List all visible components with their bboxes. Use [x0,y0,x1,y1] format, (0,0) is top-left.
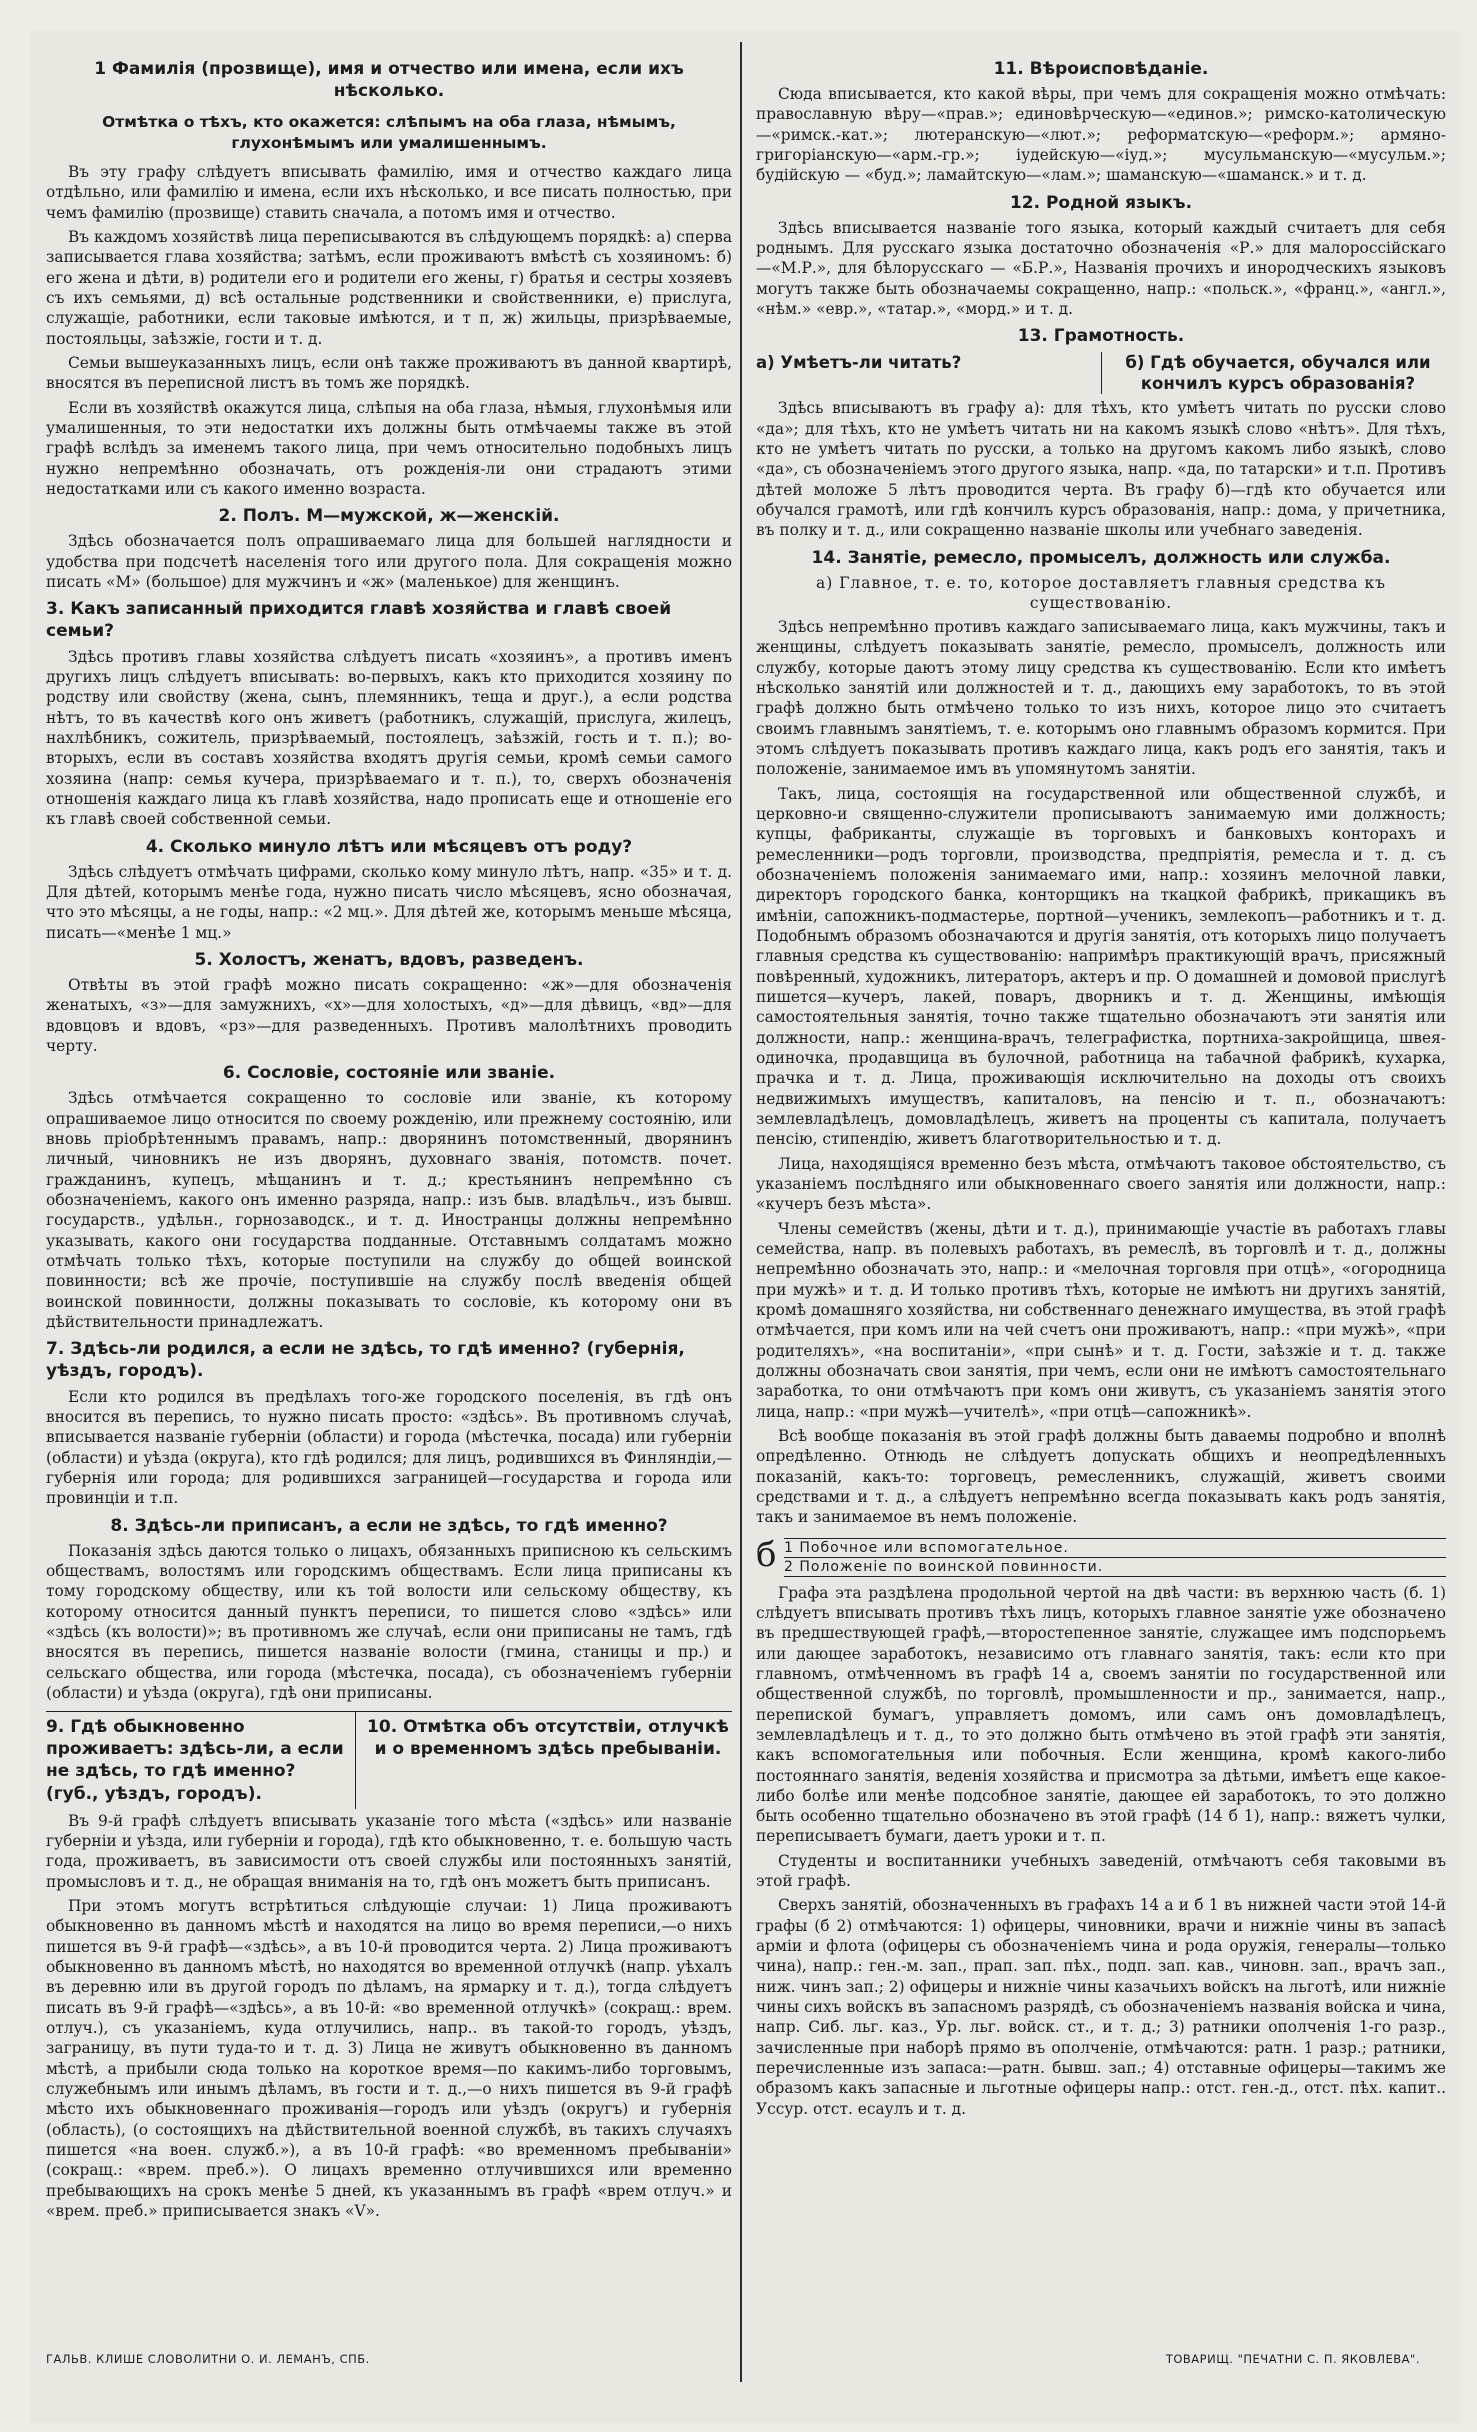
section-5-title: 5. Холостъ, женатъ, вдовъ, разведенъ. [194,949,584,970]
section-2-paragraph: Здѣсь обозначается полъ опрашиваемаго лица для большей наглядности и удобства при подсчетѣ населенія того или другого пола. Для сокращенія можно писать «М» (большое) для мужчинъ и «ж» (маленькое) для женщинъ. [46,532,732,592]
section-8-paragraph: Показанія здѣсь даются только о лицахъ, обязанныхъ приписною къ сельскимъ обществамъ, волостямъ или городскимъ обществамъ. Если лица приписаны къ тому городскому обществу, или къ той волости или сельскому обществу, къ которому относится данный пунктъ переписи, то пишется слово «здѣсь» или «здѣсь (къ волости)»; въ противномъ же случаѣ, если они приписаны не тамъ, гдѣ вносятся въ перепись, пишется названіе волости (гмина, станицы и пр.) и сельскаго общества, или города (мѣстечка, посада), съ обозначеніемъ губерніи (области) и уѣзда (округа), гдѣ они приписаны. [46,1541,732,1702]
section-2-title: 2. Полъ. М—мужской, ж—женскій. [218,506,560,527]
section-14b-lines [784,1538,1446,1577]
section-13-b-label: б) Гдѣ обучается, обучался или кончилъ курсъ образованія? [1101,352,1446,395]
column-divider [740,42,742,2382]
section-12-title: 12. Родной языкъ. [1009,192,1193,213]
right-column [756,52,1446,2123]
section-10-title: 10. Отмѣтка объ отсутствіи, отлучкѣ и о временномъ здѣсь пребываніи. [367,1717,729,1760]
section-14-title: 14. Занятіе, ремесло, промыселъ, должность или служба. [811,547,1391,568]
section-11-title: 11. Вѣроисповѣданіе. [993,59,1209,79]
printer-credit-right: ТОВАРИЩ. "ПЕЧАТНИ С. П. ЯКОВЛЕВА". [1165,2352,1420,2366]
section-1-paragraph: Въ эту графу слѣдуетъ вписывать фамилію, имя и отчество каждаго лица отдѣльно, или фамилію и имена, если ихъ нѣсколько, и все писать полностью, при чемъ фамилію (прозвище) ставить сначала, а потомъ имя и отчество. [46,163,732,222]
section-12-paragraph: Здѣсь вписывается названіе того языка, который каждый считаетъ для себя роднымъ. Для русскаго языка достаточно обозначенія «Р.» для малороссійскаго—«М.Р.», для бѣлорусскаго — «Б.Р.», Названія прочихъ и инородческихъ языковъ могутъ также быть обозначаемы сокращенно, напр.: «польск.», «франц.», «англ.», «нѣм.» «евр.», «татар.», «морд.» и т. д. [756,218,1446,319]
section-3-title: 3. Какъ записанный приходится главѣ хозяйства и главѣ своей семьи? [46,599,672,642]
section-9-paragraph: При этомъ могутъ встрѣтиться слѣдующіе случаи: 1) Лица проживаютъ обыкновенно въ данномъ мѣстѣ и находятся на лицо во время переписи,—о нихъ пишется въ 9-й графѣ—«здѣсь», а въ 10-й проводится черта. 2) Лица проживаютъ обыкновенно въ данномъ мѣстѣ, но находятся во временной отлучкѣ (напр. уѣхалъ въ деревню или въ другой городъ по дѣламъ, на ярмарку и т. д.), тогда слѣдуетъ писать въ 9-й графѣ—«здѣсь», а въ 10-й: «во временной отлучкѣ» (сокращ.: врем. отлуч.), съ указаніемъ, куда отлучились, напр.. въ такой-то городъ, уѣздъ, заграницу, въ пути туда-то и т. д. 3) Лица не живутъ обыкновенно въ данномъ мѣстѣ, а прибыли сюда только на короткое время—по какимъ-либо торговымъ, служебнымъ или инымъ дѣламъ, въ гости и т. д.,—о нихъ пишется въ 9-й графѣ мѣсто ихъ обыкновеннаго проживанія—городъ или уѣздъ (округъ) и губернія (область), (о состоящихъ на дѣйствительной военной службѣ, въ такихъ случаяхъ пишется «на воен. служб.»), а въ 10-й графѣ: «во временномъ пребываніи» (сокращ.: «врем. преб.»). О лицахъ временно отлучившихся или временно пребывающихъ на срокъ менѣе 5 дней, къ указаннымъ въ графѣ «врем отлуч.» и «врем. преб.» приписывается знакъ «V». [46,1896,732,2220]
section-14-paragraph: Всѣ вообще показанія въ этой графѣ должны быть даваемы подробно и вполнѣ опредѣленно. Отнюдь не слѣдуетъ допускать общихъ и неопредѣленныхъ показаній, какъ-то: торговецъ, ремесленникъ, служащій, живетъ своими средствами и т. д., а слѣдуетъ непремѣнно всегда показывать какъ родъ занятія, такъ и занимаемое въ немъ положеніе. [756,1426,1446,1527]
section-3-paragraph: Здѣсь противъ главы хозяйства слѣдуетъ писать «хозяинъ», а противъ именъ другихъ лицъ слѣдуетъ вписывать: во-первыхъ, какъ кто приходится хозяину по родству или свойству (жена, сынъ, племянникъ, теща и друг.), а если родства нѣтъ, то въ качествѣ кого онъ живетъ (работникъ, служащій, прислуга, жилецъ, нахлѣбникъ, сожитель, призрѣваемый, постоялецъ, заѣзжій, гость и т. п.); во-вторыхъ, если въ составъ хозяйства входятъ другія семьи, кромѣ семьи самого хозяина (напр: семья кучера, призрѣваемаго и т. п.), то, сверхъ обозначенія отношенія каждаго лица къ главѣ хозяйства, надо прописать еще и отношеніе его къ главѣ своей собственной семьи. [46,647,732,829]
left-column [46,52,732,2225]
section-13-paragraph: Здѣсь вписываютъ въ графу а): для тѣхъ, кто умѣетъ читать по русски слово «да»; для тѣхъ, кто не умѣетъ читать ни на какомъ языкѣ слово «нѣтъ». Для тѣхъ, кто не умѣетъ читать по русски, а только на другомъ какомъ либо языкѣ, слово «да», съ обозначеніемъ этого другого языка, напр. «да, по татарски» и т.п. Противъ дѣтей моложе 5 лѣтъ проводится черта. Въ графу б)—гдѣ кто обучается или обучался грамотѣ, или гдѣ кончилъ курсъ образованія, напр.: дома, у причетника, въ полку и т. д., или сокращенно названіе школы или учебнаго заведенія. [756,399,1446,540]
section-8-title: 8. Здѣсь-ли приписанъ, а если не здѣсь, то гдѣ именно? [110,1515,668,1536]
section-14-paragraph: Члены семействъ (жены, дѣти и т. д.), принимающіе участіе въ работахъ главы семейства, напр. въ полевыхъ работахъ, въ ремеслѣ, въ торговлѣ и т. д., должны непремѣнно обозначать это, напр.: и «мелочная торговля при отцѣ», «огородница при мужѣ» и т. д. И только противъ тѣхъ, которые не имѣютъ ни другихъ занятій, кромѣ домашняго хозяйства, ни собственнаго денежнаго имущества, въ этой графѣ отмѣчается, при комъ или на чей счетъ они проживаютъ, напр.: «при мужѣ», «при родителяхъ», «на воспитаніи», «при сынѣ» и т. д. Гости, заѣзжіе и т. д. также должны обозначать свои занятія, при чемъ, если они не имѣютъ самостоятельнаго заработка, то они отмѣчаютъ при комъ они живутъ, съ указаніемъ занятія этого лица, напр.: «при мужѣ—учителѣ», «при отцѣ—сапожникѣ». [756,1219,1446,1421]
section-13-title: 13. Грамотность. [1017,326,1185,347]
section-14-paragraph: Здѣсь непремѣнно противъ каждаго записываемаго лица, какъ мужчины, такъ и женщины, слѣдуетъ показывать занятіе, ремесло, промыселъ, должность или службу, которые даютъ этому лицу средства къ существованію. Если кто имѣетъ нѣсколько занятій или должностей и т. д., дающихъ ему заработокъ, то въ этой графѣ должно быть отмѣчено только то изъ нихъ, которое лицо это считаетъ своимъ главнымъ занятіемъ, т. е. которымъ оно главнымъ образомъ кормится. При этомъ слѣдуетъ показывать противъ каждаго лица, какъ родъ его занятія, такъ и положеніе, занимаемое имъ въ упомянутомъ занятіи. [756,618,1446,779]
section-6-title: 6. Сословіе, состояніе или званіе. [222,1063,556,1084]
section-7-paragraph: Если кто родился въ предѣлахъ того-же городского поселенія, въ гдѣ онъ вносится въ перепись, то нужно писать просто: «здѣсь». Въ противномъ случаѣ, вписывается названіе губерніи (области) и города (мѣстечка, посада) или губерніи (области) и уѣзда (округа), кто гдѣ родился; для лицъ, родившихся въ Финляндіи,—губернія или города; для родившихся заграницей—государства и города или провинціи и т.п. [46,1387,732,1508]
section-14b-letter: б [756,1534,777,1575]
section-14b-paragraph: Сверхъ занятій, обозначенныхъ въ графахъ 14 а и б 1 въ нижней части этой 14-й графы (б 2) отмѣчаются: 1) офицеры, чиновники, врачи и нижніе чины въ запасѣ арміи и флота (офицеры съ обозначеніемъ чина и рода оружія, генералы—только чина), напр.: ген.-м. зап., прап. зап. пѣх., подп. зап. кав., чиновн. зап., врачъ зап., ниж. чинъ зап.; 2) офицеры и нижніе чины казачьихъ войскъ на льготѣ, или нижніе чины сихъ войскъ въ запасномъ разрядѣ, съ обозначеніемъ названія войска и чина, напр. Сиб. льг. каз., Ур. льг. войск. ст., и т. д.; 3) ратники ополченія 1-го разр., зачисленные при наборѣ прямо въ ополченіе, отмѣчаются: ратн. 1 разр.; ратники, перечисленные изъ запаса:—ратн. бывш. зап.; 4) отставные офицеры—такимъ же образомъ какъ запасные и льготные офицеры напр.: отст. ген.-д., отст. пѣх. капит.. Уссур. отст. есаулъ и т. д. [756,1896,1446,2118]
section-1-paragraph: Если въ хозяйствѣ окажутся лица, слѣпыя на оба глаза, нѣмыя, глухонѣмыя или умалишенныя, то эти недостатки ихъ должны быть отмѣчаемы также въ этой графѣ вслѣдъ за именемъ такого лица, при чемъ относительно подобныхъ лицъ нужно непремѣнно обозначать, отъ рожденія-ли они страдаютъ этими недостатками или съ какого именно возраста. [46,398,732,498]
section-9-paragraph: Въ 9-й графѣ слѣдуетъ вписывать указаніе того мѣста («здѣсь» или названіе губерніи и уѣзда, или губерніи и города), гдѣ кто обыкновенно, т. е. большую часть года, проживаетъ, въ зависимости отъ своей службы или постоянныхъ занятій, промысловъ и т. д., не обращая вниманія на то, гдѣ онъ можетъ быть приписанъ. [46,1811,732,1891]
section-7-title: 7. Здѣсь-ли родился, а если не здѣсь, то гдѣ именно? (губернія, уѣздъ, городъ). [46,1339,685,1382]
section-10-box [356,1712,732,1808]
section-6-paragraph: Здѣсь отмѣчается сокращенно то сословіе или званіе, къ которому опрашиваемое лицо относится по своему рожденію, или прежнему состоянію, или вновь пріобрѣтеннымъ правамъ, напр.: дворянинъ потомственный, дворянинъ личный, чиновникъ не изъ дворянъ, духовнаго званія, потомств. почет. гражданинъ, купецъ, мѣщанинъ и т. д.; крестьянинъ непремѣнно съ обозначеніемъ, какого онъ именно разряда, напр.: изъ быв. владѣльч., изъ бывш. государств., удѣльн., горнозаводск., и т. д. Иностранцы должны непремѣнно указывать, какого они государства подданные. Отставнымъ солдатамъ можно отмѣчать только тѣхъ, которые поступили на службу до общей воинской повинности; всѣ же прочіе, поступившіе на службу послѣ введенія общей воинской повинности, должны показывать то сословіе, къ которому они въ дѣйствительности принадлежатъ. [46,1089,732,1332]
section-14b-paragraph: Графа эта раздѣлена продольной чертой на двѣ части: въ верхнюю часть (б. 1) слѣдуетъ вписывать противъ тѣхъ лицъ, которыхъ главное занятіе уже обозначено въ предшествующей графѣ,—второстепенное занятіе, служащее имъ подспорьемъ или дающее заработокъ, независимо отъ главнаго занятія, такъ: если кто при главномъ, отмѣченномъ въ графѣ 14 а, своемъ занятіи по государственной или общественной службѣ, по торговлѣ, промышленности и пр., занимается, напр., перепиской бумагъ, управляетъ домомъ, или самъ онъ домовладѣлецъ, землевладѣлецъ и т. д., то это должно быть отмѣчено въ этой графѣ эти занятія, какъ вспомогательныя или побочныя. Если женщина, кромѣ какого-либо постояннаго занятія, веденія хозяйства и присмотра за дѣтьми, имѣетъ еще какое-либо болѣе или менѣе подсобное занятіе, дающее ей заработокъ, то это должно быть особенно тщательно обозначено въ этой графѣ (14 б 1), напр.: вяжетъ чулки, переписываетъ бумаги, даетъ уроки и т. п. [756,1583,1446,1846]
section-14b-line-1: 1 Побочное или вспомогательное. [784,1539,1446,1558]
section-14b-line-2: 2 Положеніе по воинской повинности. [784,1558,1446,1577]
section-4-paragraph: Здѣсь слѣдуетъ отмѣчать цифрами, сколько кому минуло лѣтъ, напр. «35» и т. д. Для дѣтей, которымъ менѣе года, нужно писать число мѣсяцевъ, ясно обозначая, что это мѣсяцы, а не годы, напр.: «2 мц.». Для дѣтей же, которымъ меньше мѣсяца, писать—«менѣе 1 мц.» [46,862,732,942]
sections-9-10-header [46,1711,732,1808]
section-14-paragraph: Лица, находящіяся временно безъ мѣста, отмѣчаютъ таковое обстоятельство, съ указаніемъ послѣдняго или обыкновеннаго своего занятія или должности, напр.: «кучеръ безъ мѣста». [756,1154,1446,1214]
section-4-title: 4. Сколько минуло лѣтъ или мѣсяцевъ отъ роду? [145,836,633,857]
section-9-title: 9. Гдѣ обыкновенно проживаетъ: здѣсь-ли, а если не здѣсь, то гдѣ именно? (губ., уѣздъ, городъ). [46,1717,344,1804]
section-9-box [46,1712,356,1808]
census-instructions-sheet [30,30,1460,2422]
section-13-a-label: а) Умѣетъ-ли читать? [756,352,962,372]
section-1-mark: Отмѣтка о тѣхъ, кто окажется: слѣпымъ на оба глаза, нѣмымъ, глухонѣмымъ или умалишеннымъ. [102,113,676,153]
section-1-paragraph: Семьи вышеуказанныхъ лицъ, если онѣ также проживаютъ въ данной квартирѣ, вносятся въ переписной листъ въ томъ же порядкѣ. [46,353,732,393]
section-13-subheaders [756,352,1446,395]
section-1-paragraph: Въ каждомъ хозяйствѣ лица переписываются въ слѣдующемъ порядкѣ: а) сперва записывается глава хозяйства; затѣмъ, если проживаютъ вмѣстѣ съ хозяиномъ: б) его жена и дѣти, в) родители его и родители его жены, г) братья и сестры хозяевъ съ ихъ семьями, д) всѣ остальные родственники и свойственники, е) прислуга, служащіе, работники, если таковые имѣются, и т п, ж) жильцы, призрѣваемые, постояльцы, заѣзжіе, гости и т. д. [46,228,732,348]
printer-credit-left: ГАЛЬВ. КЛИШЕ СЛОВОЛИТНИ О. И. ЛЕМАНЪ, СПБ. [46,2352,370,2366]
section-14b-header [756,1534,1446,1577]
section-1-title: 1 Фамилія (прозвище), имя и отчество или имена, если ихъ нѣсколько. [94,59,684,102]
section-11-paragraph: Сюда вписывается, кто какой вѣры, при чемъ для сокращенія можно отмѣчать: православную вѣру—«прав.»; единовѣрческую—«единов.»; римско-католическую—«римск.-кат.»; лютеранскую—«лют.»; реформатскую—«реформ.»; армяно-григоріанскую—«арм.-гр.»; іудейскую—«іуд.»; мусульманскую—«мусульм.»; будійскую — «буд.»; ламайтскую—«лам.»; шаманскую—«шаманск.» и т. д. [756,85,1446,185]
section-5-paragraph: Отвѣты въ этой графѣ можно писать сокращенно: «ж»—для обозначенія женатыхъ, «з»—для замужнихъ, «х»—для холостыхъ, «д»—для дѣвицъ, «вд»—для вдовцовъ и вдовъ, «рз»—для разведенныхъ. Противъ малолѣтнихъ проводить черту. [46,976,732,1055]
section-14-paragraph: Такъ, лица, состоящія на государственной или общественной службѣ, и церковно-и священно-служители прописываютъ занимаемую ими должность; купцы, фабриканты, служащіе въ торговыхъ и банковыхъ конторахъ и ремесленники—родъ торговли, производства, предпріятія, ремесла и т. д. съ обозначеніемъ положенія занимаемаго ими, напр.: хозяинъ мелочной лавки, директоръ городского банка, конторщикъ на ткацкой фабрикѣ, прикащикъ въ имѣніи, сапожникъ-подмастерье, портной—ученикъ, землекопъ—работникъ и т. д. Подобнымъ образомъ обозначаются и другія занятія, отъ которыхъ лицо получаетъ главныя средства къ существованію: напримѣръ практикующій врачъ, присяжный повѣренный, художникъ, литераторъ, актеръ и пр. О домашней и домовой прислугѣ пишется—кучеръ, лакей, поваръ, дворникъ и т. д. Женщины, имѣющія самостоятельныя занятія, точно также тщательно обозначаютъ эти занятія или должности, напр.: женщина-врачъ, телеграфистка, портниха-закройщица, швея-одиночка, продавщица въ булочной, работница на табачной фабрикѣ, кухарка, прачка и т. д. Лица, проживающія исключительно на доходы отъ своихъ недвижимыхъ имуществъ, капиталовъ, на пенсію и т. п., обозначаютъ: землевладѣлецъ, домовладѣлецъ, живетъ на проценты съ капитала, получаетъ пенсію, стипендію, живетъ благотворительностью и т. д. [756,784,1446,1149]
section-14-subtitle: а) Главное, т. е. то, которое доставляетъ главныя средства къ существованію. [815,573,1387,612]
section-14b-paragraph: Студенты и воспитанники учебныхъ заведеній, отмѣчаютъ себя таковыми въ этой графѣ. [756,1851,1446,1891]
